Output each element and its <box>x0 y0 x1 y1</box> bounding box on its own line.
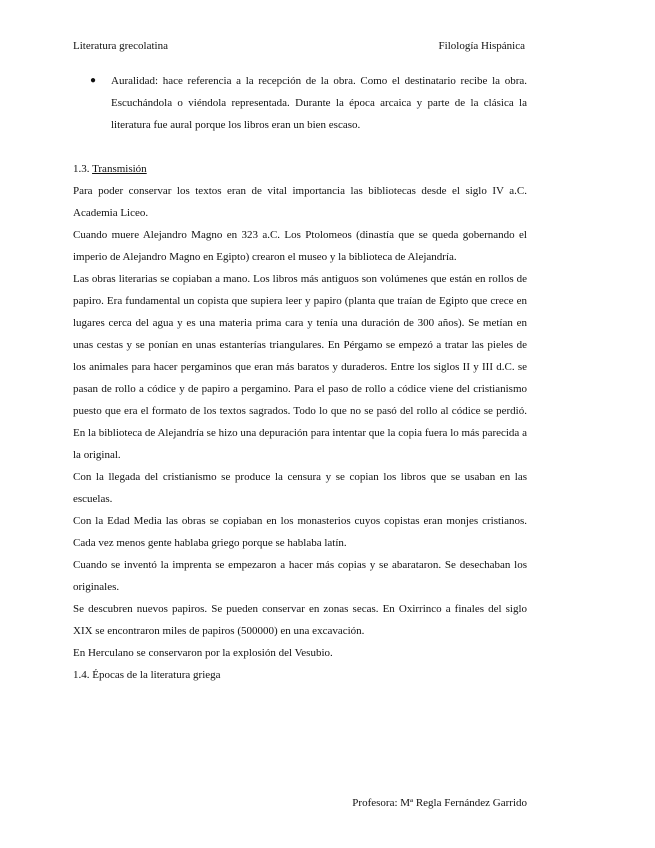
section-number: 1.4. <box>73 669 90 681</box>
paragraph-edad-media: Con la Edad Media las obras se copiaban en los monasterios cuyos copistas eran monjes cristianos. Cada vez menos gente hablaba griego porque se hablaba latín. <box>73 515 527 549</box>
bullet-item-auralidad <box>73 70 527 136</box>
header-degree-title: Filología Hispánica <box>438 40 525 52</box>
section-transmision <box>73 158 527 686</box>
section-heading-1-3 <box>73 158 527 180</box>
section-title: Épocas de la literatura griega <box>92 669 221 681</box>
section-number: 1.3. <box>73 163 90 175</box>
paragraph-bibliotecas: Para poder conservar los textos eran de vital importancia las bibliotecas desde el siglo IV a.C. Academia Liceo. <box>73 185 527 219</box>
section-title: Transmisión <box>92 163 147 175</box>
bullet-icon: ● <box>90 75 97 86</box>
document-body <box>73 70 527 686</box>
header-course-title: Literatura grecolatina <box>73 40 168 52</box>
section-heading-1-4 <box>73 664 527 686</box>
paragraph-obras-literarias: Las obras literarias se copiaban a mano. Los libros más antiguos son volúmenes que están en rollos de papiro. Era fundamental un copista que supiera leer y papiro (planta que traían de Egipto que crece en lugares cerca del agua y es una materia prima cara y tenía una duración de 300 años). Se metían en unas cestas y se ponían en unas estanterías triangulares. En Pérgamo se empezó a tratar las pieles de los animales para hacer pergaminos que eran más baratos y duraderos. Entre los siglos II y III d.C. se pasan de rollo a códice y de papiro a pergamino. Para el paso de rollo a códice viene del cristianismo puesto que era el formato de los textos sagrados. Todo lo que no se pasó del rollo al códice se perdió. En la biblioteca de Alejandría se hizo una depuración para intentar que la copia fuera lo más parecida a la original. <box>73 273 527 461</box>
page-header <box>73 38 525 54</box>
bullet-text: Auralidad: hace referencia a la recepción de la obra. Como el destinatario recibe la obra. Escuchándola o viéndola representada. Durante la época arcaica y parte de la clásica la literatura fue aural porque los libros eran un bien escaso. <box>111 75 527 131</box>
paragraph-cristianismo: Con la llegada del cristianismo se produce la censura y se copian los libros que se usaban en las escuelas. <box>73 471 527 505</box>
page-footer: Profesora: Mª Regla Fernández Garrido <box>352 797 527 809</box>
paragraph-imprenta: Cuando se inventó la imprenta se empezaron a hacer más copias y se abarataron. Se desechaban los originales. <box>73 559 527 593</box>
paragraph-papiros: Se descubren nuevos papiros. Se pueden conservar en zonas secas. En Oxirrinco a finales del siglo XIX se encontraron miles de papiros (500000) en una excavación. <box>73 603 527 637</box>
paragraph-herculano: En Herculano se conservaron por la explosión del Vesubio. <box>73 647 333 659</box>
paragraph-alejandro-magno: Cuando muere Alejandro Magno en 323 a.C. Los Ptolomeos (dinastía que se queda gobernando el imperio de Alejandro Magno en Egipto) crearon el museo y la biblioteca de Alejandría. <box>73 229 527 263</box>
